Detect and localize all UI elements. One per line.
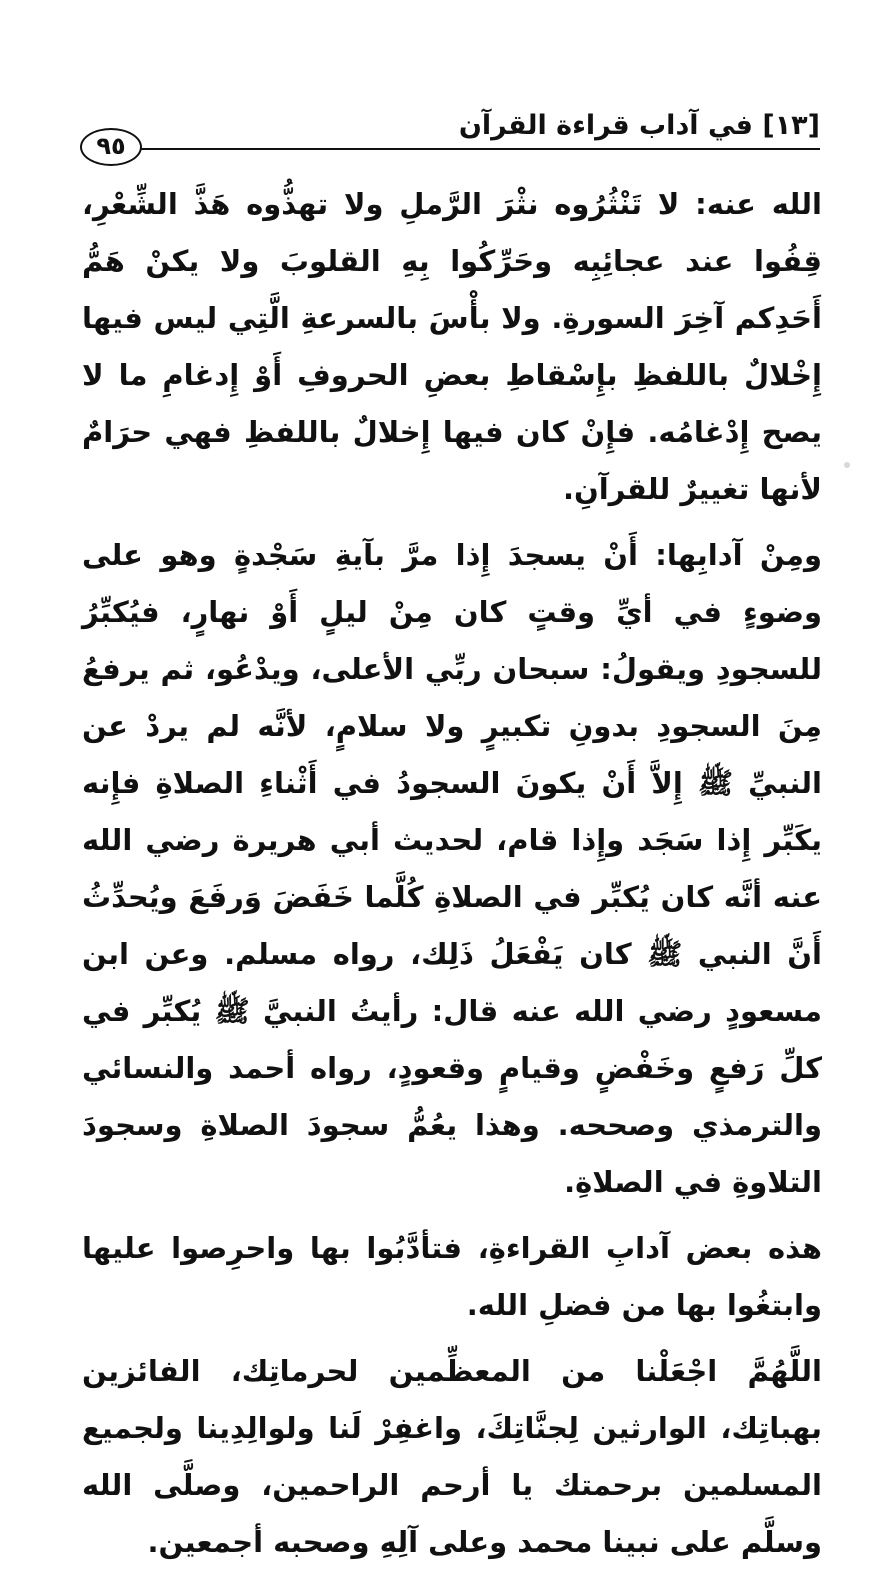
running-header: [80, 108, 820, 158]
paragraph-supplication: اللَّهُمَّ اجْعَلْنا من المعظِّمين لحرماتِك، الفائزين بهباتِك، الوارثين لِجنَّاتِكَ، واغفِرْ لَنا ولوالِدِينا ولجميع المسلمين برحمتك يا أرحم الراحمين، وصلَّى الله وسلَّم على نبينا محمد وعلى آلِهِ وصحبه أجمعين.: [82, 1354, 822, 1559]
paragraph-prostration: ومِنْ آدابِها: أَنْ يسجدَ إِذا مرَّ بآيةِ سَجْدةٍ وهو على وضوءٍ في أيِّ وقتٍ كان مِنْ ليلٍ أَوْ نهارٍ، فيُكبِّرُ للسجودِ ويقولُ: سبحان ربِّي الأعلى، ويدْعُو، ثم يرفعُ مِنَ السجودِ بدونِ تكبيرٍ ولا سلامٍ، لأنَّه لم يردْ عن النبيِّ ﷺ إِلاَّ أَنْ يكونَ السجودُ في أَثْناءِ الصلاةِ فإِنه يكَبِّر إِذا سَجَد وإِذا قام، لحديث أبي هريرة رضي الله عنه أنَّه كان يُكبِّر في الصلاةِ كُلَّما خَفَضَ وَرفَعَ ويُحدِّثُ أَنَّ النبي ﷺ كان يَفْعَلُ ذَلِك، رواه مسلم. وعن ابن مسعودٍ رضي الله عنه قال: رأيتُ النبيَّ ﷺ يُكبِّر في كلِّ رَفعٍ وخَفْضٍ وقيامٍ وقعودٍ، رواه أحمد والنسائي والترمذي وصححه. وهذا يعُمُّ سجودَ الصلاةِ وسجودَ التلاوةِ في الصلاةِ.: [82, 538, 822, 1199]
header-rule: [138, 148, 820, 150]
paragraph-recitation-speed: الله عنه: لا تَنْثُرُوه نثْرَ الرَّملِ ولا تهذُّوه هَذَّ الشِّعْرِ، قِفُوا عند عجائِبِه وحَرِّكُوا بِهِ القلوبَ ولا يكنْ هَمُّ أَحَدِكم آخِرَ السورةِ. ولا بأْسَ بالسرعةِ الَّتِي ليس فيها إِخْلالٌ باللفظِ بإِسْقاطِ بعضِ الحروفِ أَوْ إِدغامِ ما لا يصح إِدْغامُه. فإِنْ كان فيها إِخلالٌ باللفظِ فهي حرَامٌ لأنها تغييرٌ للقرآنِ.: [82, 187, 822, 506]
page-number: ٩٥: [80, 128, 142, 166]
paper-speck: [844, 462, 850, 468]
page-body: [82, 176, 822, 1571]
chapter-title: [١٣] في آداب قراءة القرآن: [458, 110, 820, 141]
paragraph-conclusion: هذه بعض آدابِ القراءةِ، فتأدَّبُوا بها واحرِصوا عليها وابتغُوا بها من فضلِ الله.: [82, 1231, 822, 1322]
